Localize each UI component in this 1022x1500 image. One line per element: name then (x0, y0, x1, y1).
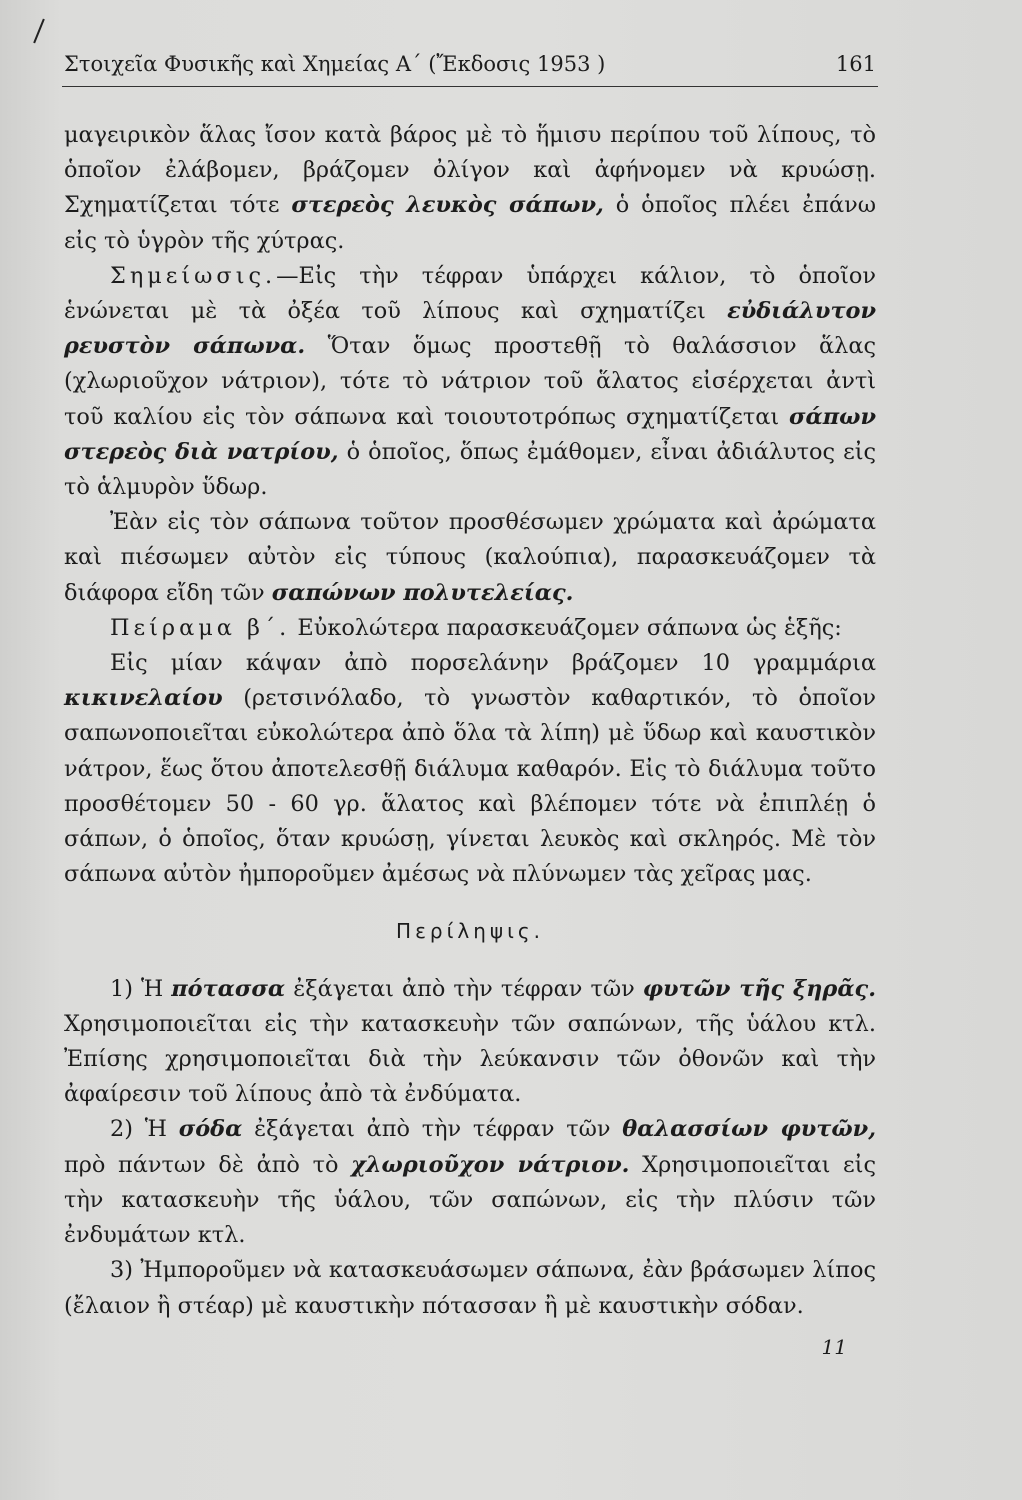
emphasis: κικινελαίου (64, 685, 223, 712)
text-run: 1) Ἡ (110, 975, 172, 1002)
emphasis: χλωριοῦχον νάτριον. (351, 1151, 630, 1178)
header-rule (62, 86, 878, 87)
experiment-label: Πείραμα β΄. (110, 614, 291, 641)
spacer (64, 892, 876, 914)
paragraph-5 (64, 646, 876, 892)
paragraph-experiment (64, 611, 876, 646)
running-header (64, 50, 876, 82)
emphasis: σαπώνων πολυτελείας. (271, 579, 574, 606)
summary-item-3 (64, 1253, 876, 1323)
text-run: Χρησιμοποιεῖται εἰς τὴν κατασκευὴν τῆς ὑάλου, τῶν σαπώνων, εἰς τὴν πλύσιν τῶν ἐνδυμάτων κτλ. (64, 1151, 876, 1249)
text-run: ἐξάγεται ἀπὸ τὴν τέφραν τῶν (285, 975, 643, 1002)
summary-heading: Περίληψις. (396, 919, 544, 944)
summary-item-1 (64, 972, 876, 1113)
emphasis: σόδα (178, 1116, 243, 1143)
paragraph-3 (64, 505, 876, 611)
paragraph-note (64, 259, 876, 505)
page-number: 161 (835, 52, 876, 76)
text-run: ἐξάγεται ἀπὸ τὴν τέφραν τῶν (242, 1116, 623, 1143)
page-body (64, 118, 876, 1324)
emphasis: εὐδιάλυτον ρευστὸν σάπωνα. (64, 298, 876, 360)
spacer (64, 950, 876, 972)
paragraph-1 (64, 118, 876, 259)
text-run: Εἰς μίαν κάψαν ἀπὸ πορσελάνην βράζομεν 10 γραμμάρια (110, 650, 876, 677)
text-run: Χρησιμοποιεῖται εἰς τὴν κατασκευὴν τῶν σαπώνων, τῆς ὑάλου κτλ. Ἐπίσης χρησιμοποιεῖται διὰ τὴν λεύκανσιν τῶν ὀθονῶν καὶ τὴν ἀφαίρεσιν τοῦ λίπους ἀπὸ τὰ ἐνδύματα. (64, 1010, 876, 1108)
emphasis: στερεὸς λευκὸς σάπων, (291, 192, 604, 219)
text-run: ὁ ὁποῖος, ὅπως ἐμάθομεν, εἶναι ἀδιάλυτος εἰς τὸ ἁλμυρὸν ὕδωρ. (64, 438, 877, 501)
signature-number: 11 (821, 1335, 847, 1359)
text-run: μαγειρικὸν ἅλας ἴσον κατὰ βάρος μὲ τὸ ἥμισυ περίπου τοῦ λίπους, τὸ ὁποῖον ἐλάβομεν, βράζομεν ὀλίγον καὶ ἀφήνομεν νὰ κρυώσῃ. Σχηματίζεται τότε (64, 122, 876, 219)
text-run: πρὸ πάντων δὲ ἀπὸ τὸ (64, 1151, 352, 1178)
text-run: Ἐὰν εἰς τὸν σάπωνα τοῦτον προσθέσωμεν χρώματα καὶ ἀρώματα καὶ πιέσωμεν αὐτὸν εἰς τύπους (καλούπια), παρασκευάζομεν τὰ διάφορα εἴδη τῶν (64, 509, 876, 606)
text-run: Εὐκολώτερα παρασκευάζομεν σάπωνα ὡς ἑξῆς: (290, 614, 842, 641)
emphasis: θαλασσίων φυτῶν, (622, 1116, 876, 1143)
emphasis: σάπων στερεὸς διὰ νατρίου, (64, 403, 876, 465)
text-run: (ρετσινόλαδο, τὸ γνωστὸν καθαρτικόν, τὸ ὁποῖον σαπωνοποιεῖται εὐκολώτερα ἀπὸ ὅλα τὰ λίπη) μὲ ὕδωρ καὶ καυστικὸν νάτρον, ἕως ὅτου ἀποτελεσθῇ διάλυμα καθαρόν. Εἰς τὸ διάλυμα τοῦτο προσθέτομεν 50 - 60 γρ. ἅλατος καὶ βλέπομεν τότε νὰ ἐπιπλέῃ ὁ σάπων, ὁ ὁποῖος, ὅταν κρυώσῃ, γίνεται λευκὸς καὶ σκληρός. Μὲ τὸν σάπωνα αὐτὸν ἠμποροῦμεν ἀμέσως νὰ πλύνωμεν τὰς χεῖρας μας. (64, 685, 876, 888)
text-run: —Εἰς τὴν τέφραν ὑπάρχει κάλιον, τὸ ὁποῖον ἑνώνεται μὲ τὰ ὀξέα τοῦ λίπους καὶ σχηματίζει (64, 262, 876, 325)
header-title: Στοιχεῖα Φυσικῆς καὶ Χημείας Α΄ (Ἔκδοσις 1953 ) (64, 52, 606, 76)
summary-item-2 (64, 1112, 876, 1253)
pen-mark (33, 19, 45, 44)
note-label: Σημείωσις. (110, 262, 277, 289)
text-run: Ὅταν ὅμως προστεθῇ τὸ θαλάσσιον ἅλας (χλωριοῦχον νάτριον), τότε τὸ νάτριον τοῦ ἅλατος εἰσέρχεται ἀντὶ τοῦ καλίου εἰς τὸν σάπωνα καὶ τοιουτοτρόπως σχηματίζεται (64, 333, 877, 430)
emphasis: πότασσα (171, 975, 286, 1002)
text-run: ὁ ὁποῖος πλέει ἐπάνω εἰς τὸ ὑγρὸν τῆς χύτρας. (64, 192, 876, 254)
emphasis: φυτῶν τῆς ξηρᾶς. (642, 975, 876, 1002)
text-run: 3) Ἠμποροῦμεν νὰ κατασκευάσωμεν σάπωνα, ἐὰν βράσωμεν λίπος (ἔλαιον ἢ στέαρ) μὲ καυστικὴν πότασσαν ἢ μὲ καυστικὴν σόδαν. (64, 1257, 876, 1319)
text-run: 2) Ἡ (110, 1116, 179, 1143)
